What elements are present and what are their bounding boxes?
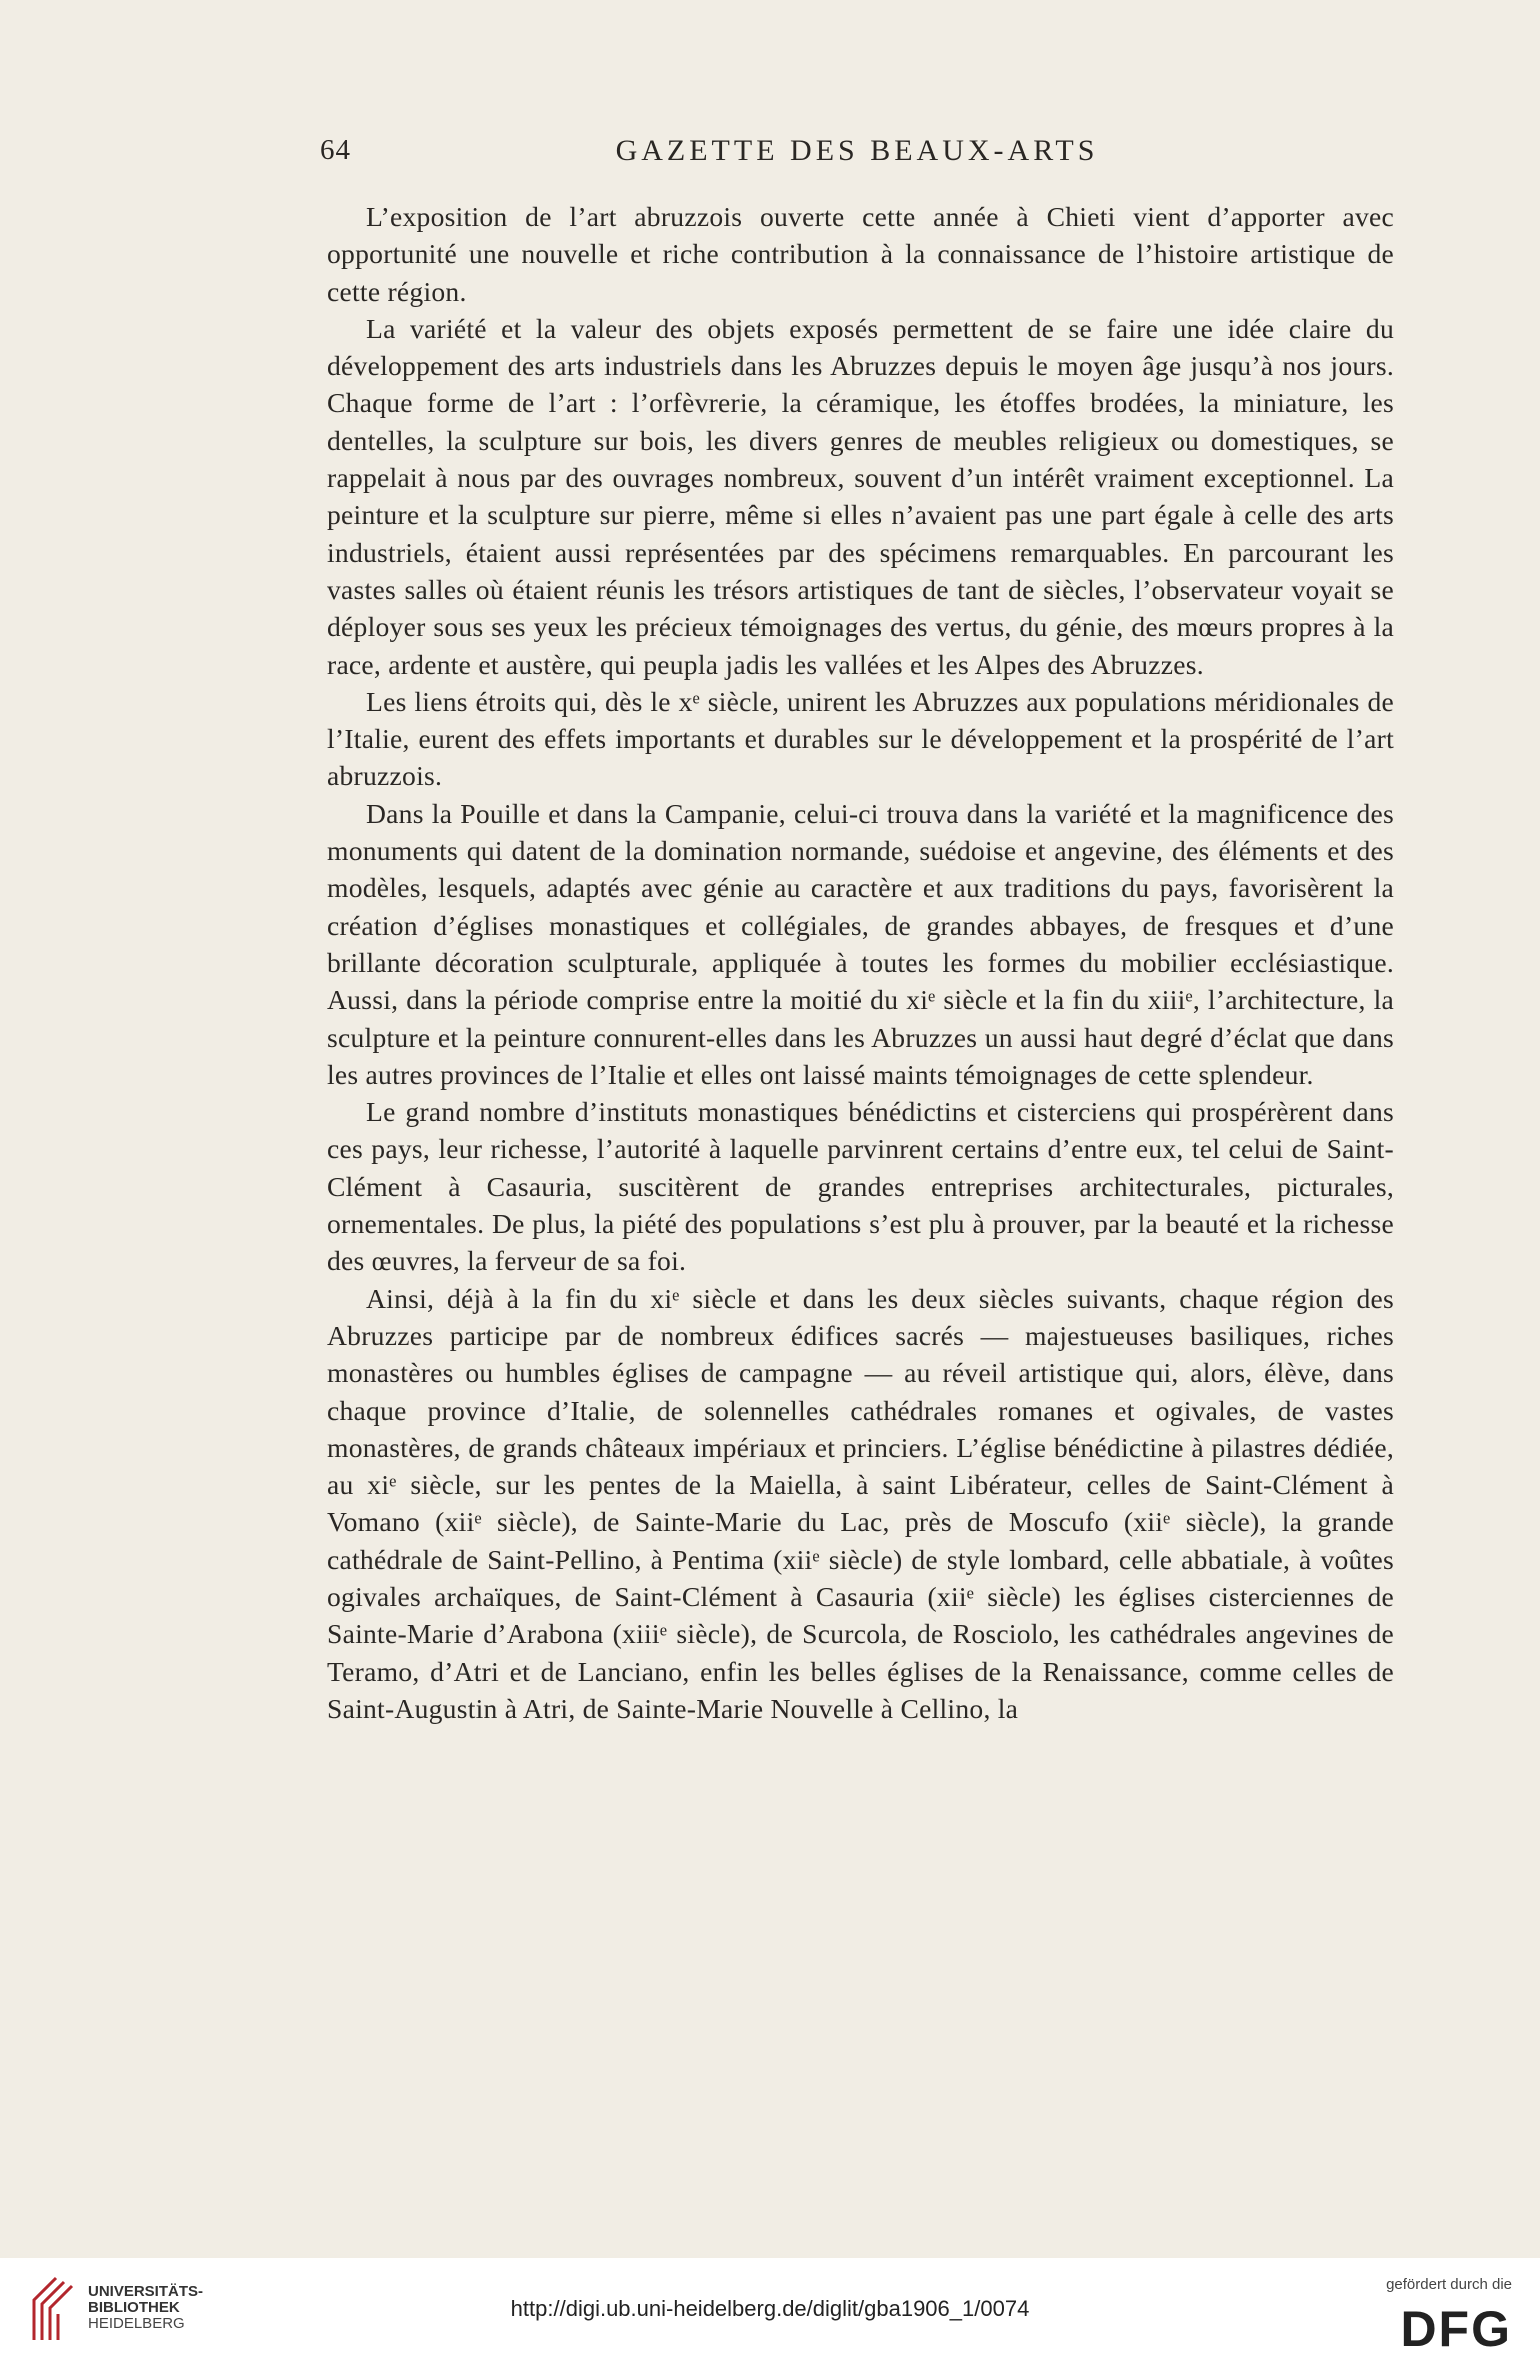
- article-body: [327, 198, 1394, 1727]
- page-number: 64: [320, 134, 351, 166]
- source-url-link[interactable]: http://digi.ub.uni-heidelberg.de/diglit/gba1906_1/0074: [510, 2296, 1030, 2321]
- paragraph: La variété et la valeur des objets exposés permettent de se faire une idée claire du développement des arts industriels dans les Abruzzes depuis le moyen âge jusqu’à nos jours. Chaque forme de l’art : l’orfèvrerie, la céramique, les étoffes brodées, la miniature, les dentelles, la sculpture sur bois, les divers genres de meubles religieux ou domestiques, se rappelait à nous par des ouvrages nombreux, souvent d’un intérêt vraiment exceptionnel. La peinture et la sculpture sur pierre, même si elles n’avaient pas une part égale à celle des arts industriels, étaient aussi représentées par des spécimens remarquables. En parcourant les vastes salles où étaient réunis les trésors artistiques de tant de siècles, l’observateur voyait se déployer sous ses yeux les précieux témoignages des vertus, du génie, des mœurs propres à la race, ardente et austère, qui peupla jadis les vallées et les Alpes des Abruzzes.: [327, 312, 1394, 680]
- page-header: [320, 134, 1394, 174]
- library-line: HEIDELBERG: [88, 2315, 185, 2332]
- library-line: UNIVERSITÄTS-: [88, 2283, 204, 2300]
- paragraph: Ainsi, déjà à la fin du xiᵉ siècle et dans les deux siècles suivants, chaque région des Abruzzes participe par de nombreux édifices sacrés — majestueuses basiliques, riches monastères ou humbles églises de campagne — au réveil artistique qui, alors, élève, dans chaque province d’Italie, de solennelles cathédrales romanes et ogivales, de vastes monastères, de grands châteaux impériaux et princiers. L’église bénédictine à pilastres dédiée, au xiᵉ siècle, sur les pentes de la Maiella, à saint Libérateur, celles de Saint-Clément à Vomano (xiiᵉ siècle), de Sainte-Marie du Lac, près de Moscufo (xiiᵉ siècle), la grande cathédrale de Saint-Pellino, à Pentima (xiiᵉ siècle) de style lombard, celle abbatiale, à voûtes ogivales archaïques, de Saint-Clément à Casauria (xiiᵉ siècle) les églises cisterciennes de Sainte-Marie d’Arabona (xiiiᵉ siècle), de Scurcola, de Rosciolo, les cathédrales angevines de Teramo, d’Atri et de Lanciano, enfin les belles églises de la Renaissance, comme celles de Saint-Augustin à Atri, de Sainte-Marie Nouvelle à Cellino, la: [327, 1282, 1394, 1724]
- paragraph: Le grand nombre d’instituts monastiques bénédictins et cisterciens qui prospérèrent dans ces pays, leur richesse, l’autorité à laquelle parvinrent certains d’entre eux, tel celui de Saint-Clément à Casauria, suscitèrent de grandes entreprises architecturales, picturales, ornementales. De plus, la piété des populations s’est plu à prouver, par la beauté et la richesse des œuvres, la ferveur de sa foi.: [327, 1096, 1394, 1277]
- running-title: GAZETTE DES BEAUX-ARTS: [615, 134, 1099, 167]
- digitization-footer: [0, 2258, 1540, 2376]
- paragraph: Dans la Pouille et dans la Campanie, celui-ci trouva dans la variété et la magnificence des monuments qui datent de la domination normande, suédoise et angevine, des éléments et des modèles, lesquels, adaptés avec génie au caractère et aux traditions du pays, favorisèrent la création d’églises monastiques et collégiales, de grandes abbayes, de fresques et d’une brillante décoration sculpturale, appliquée à toutes les formes du mobilier ecclésiastique. Aussi, dans la période comprise entre la moitié du xiᵉ siècle et la fin du xiiiᵉ, l’architecture, la sculpture et la peinture connurent-elles dans les Abruzzes un aussi haut degré d’éclat que dans les autres provinces de l’Italie et elles ont laissé maints témoignages de cette splendeur.: [327, 797, 1394, 1090]
- library-line: BIBLIOTHEK: [88, 2299, 180, 2316]
- dfg-logo: DFG: [1400, 2301, 1512, 2357]
- paragraph: Les liens étroits qui, dès le xᵉ siècle, unirent les Abruzzes aux populations méridionales de l’Italie, eurent des effets importants et durables sur le développement et la prospérité de l’art abruzzois.: [327, 685, 1394, 792]
- paragraph: L’exposition de l’art abruzzois ouverte cette année à Chieti vient d’apporter avec opportunité une nouvelle et riche contribution à la connaissance de l’histoire artistique de cette région.: [327, 201, 1394, 307]
- funding-note: gefördert durch die: [1386, 2276, 1512, 2293]
